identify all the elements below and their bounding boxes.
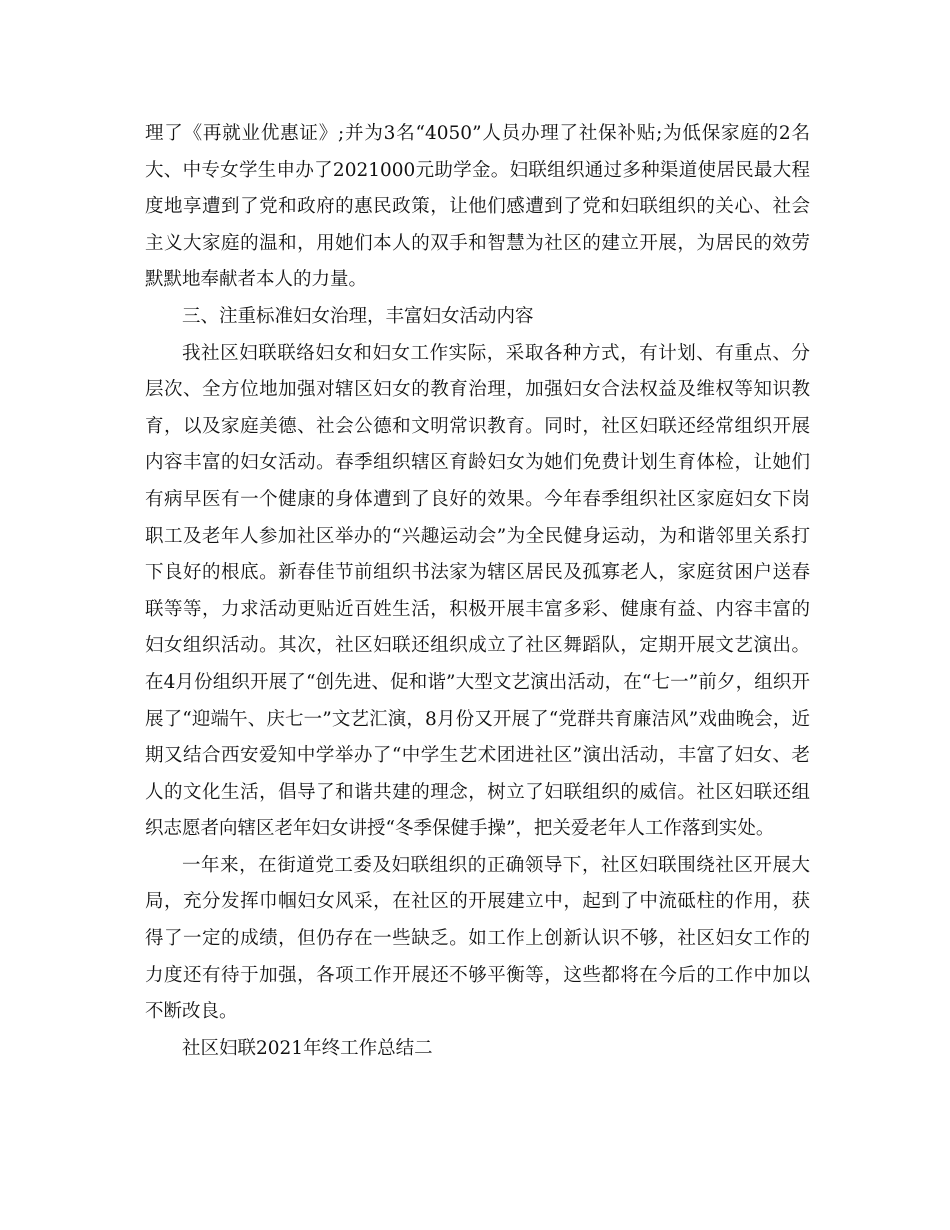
paragraph-summary: 一年来，在街道党工委及妇联组织的正确领导下，社区妇联围绕社区开展大局，充分发挥巾帼妇女风采，在社区的开展建立中，起到了中流砥柱的作用，获得了一定的成绩，但仍存在一些缺乏。如工作上创新认识不够，社区妇女工作的力度还有待于加强，各项工作开展还不够平衡等，这些都将在今后的工作中加以不断改良。 <box>145 854 810 1023</box>
document-page <box>145 116 810 1067</box>
paragraph-continuation: 理了《再就业优惠证》;并为3名“4050”人员办理了社保补贴;为低保家庭的2名大、中专女学生申办了2021000元助学金。妇联组织通过多种渠道使居民最大程度地享遭到了党和政府的惠民政策，让他们感遭到了党和妇联组织的关心、社会主义大家庭的温和，用她们本人的双手和智慧为社区的建立开展，为居民的效劳默默地奉献者本人的力量。 <box>145 123 810 291</box>
paragraph-activities: 我社区妇联联络妇女和妇女工作实际，采取各种方式，有计划、有重点、分层次、全方位地加强对辖区妇女的教育治理，加强妇女合法权益及维权等知识教育，以及家庭美德、社会公德和文明常识教育。同时，社区妇联还经常组织开展内容丰富的妇女活动。春季组织辖区育龄妇女为她们免费计划生育体检，让她们有病早医有一个健康的身体遭到了良好的效果。今年春季组织社区家庭妇女下岗职工及老年人参加社区举办的“兴趣运动会”为全民健身运动，为和谐邻里关系打下良好的根底。新春佳节前组织书法家为辖区居民及孤寡老人，家庭贫困户送春联等等，力求活动更贴近百姓生活，积极开展丰富多彩、健康有益、内容丰富的妇女组织活动。其次，社区妇联还组织成立了社区舞蹈队，定期开展文艺演出。在4月份组织开展了“创先进、促和谐”大型文艺演出活动，在“七一”前夕，组织开展了“迎端午、庆七一”文艺汇演，8月份又开展了“党群共育廉洁风”戏曲晚会，近期又结合西安爱知中学举办了“中学生艺术团进社区”演出活动，丰富了妇女、老人的文化生活，倡导了和谐共建的理念，树立了妇联组织的威信。社区妇联还组织志愿者向辖区老年妇女讲授“冬季保健手操”，把关爱老年人工作落到实处。 <box>145 342 810 840</box>
document-subtitle: 社区妇联2021年终工作总结二 <box>182 1037 433 1059</box>
section-heading: 三、注重标准妇女治理，丰富妇女活动内容 <box>182 305 534 327</box>
